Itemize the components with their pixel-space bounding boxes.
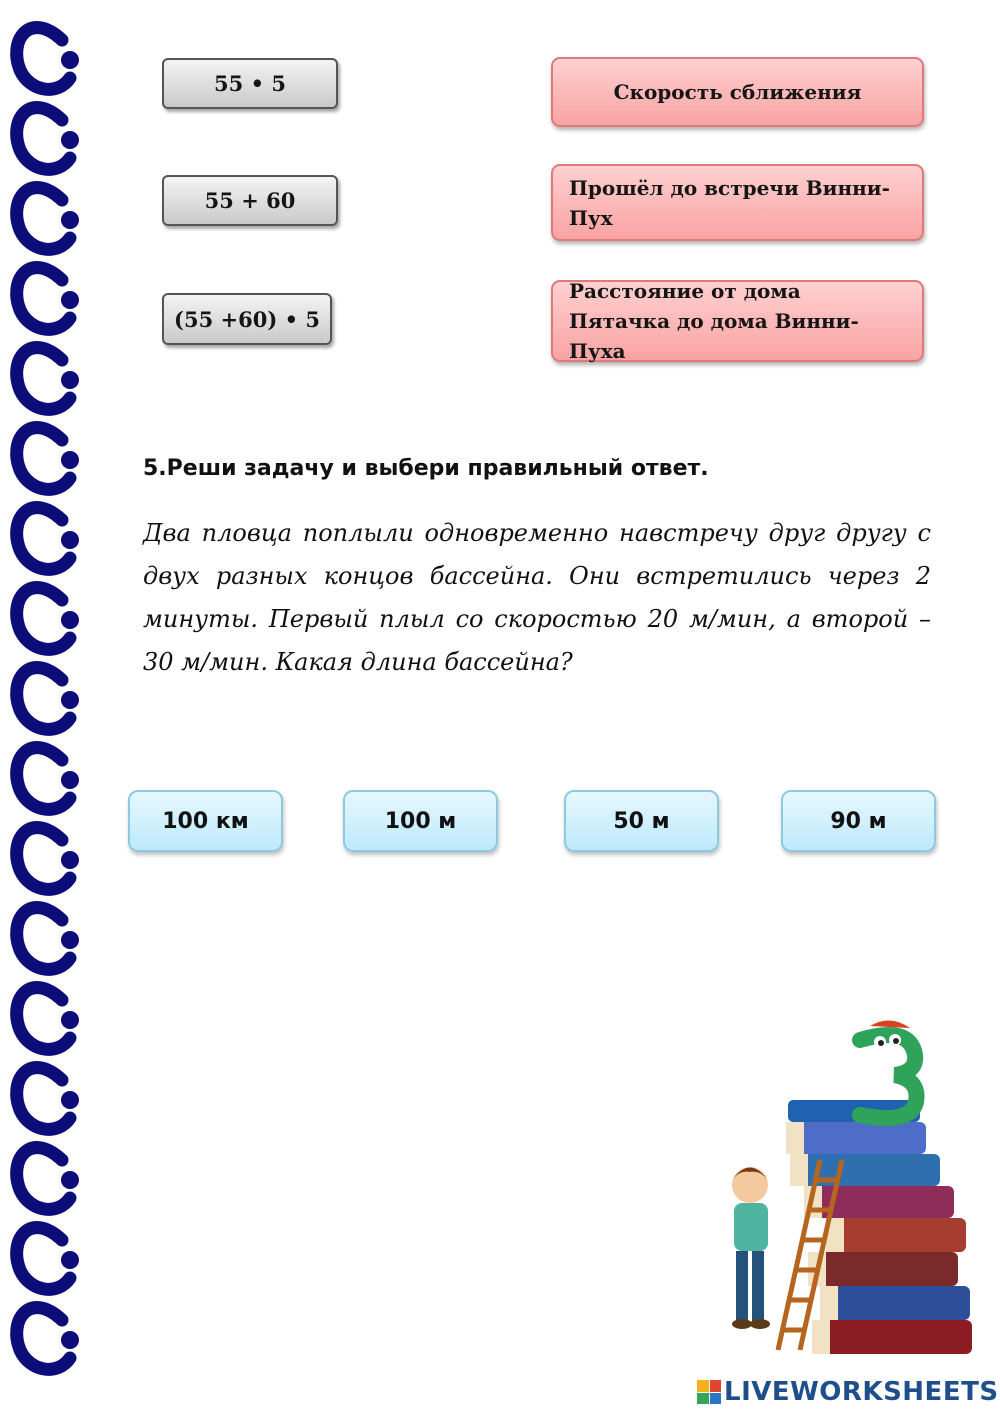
spiral-binding xyxy=(0,0,100,1413)
liveworksheets-brand xyxy=(697,1374,999,1410)
expression-box-2[interactable]: 55 + 60 xyxy=(162,175,338,226)
brand-name: LIVEWORKSHEETS xyxy=(724,1377,999,1407)
answer-option-4[interactable]: 90 м xyxy=(781,790,936,852)
expression-box-3[interactable]: (55 +60) • 5 xyxy=(162,293,332,345)
answer-option-2[interactable]: 100 м xyxy=(343,790,498,852)
answer-option-3[interactable]: 50 м xyxy=(564,790,719,852)
book-stack xyxy=(786,1100,972,1354)
answer-option-1[interactable]: 100 км xyxy=(128,790,283,852)
task-title: 5.Реши задачу и выбери правильный ответ. xyxy=(143,456,709,481)
meaning-box-2[interactable]: Прошёл до встречи Винни-Пух xyxy=(551,164,924,241)
books-illustration xyxy=(720,1020,980,1360)
liveworksheets-logo-icon xyxy=(697,1380,721,1404)
task-text: Два пловца поплыли одновременно навстречу друг другу с двух разных концов бассейна. Они встретились через 2 минуты. Первый плыл со скоростью 20 м/мин, а второй – 30 м/мин. Какая длина бассейна? xyxy=(143,519,931,676)
meaning-box-3[interactable]: Расстояние от дома Пятачка до дома Винни-Пуха xyxy=(551,280,924,362)
expression-box-1[interactable]: 55 • 5 xyxy=(162,58,338,109)
meaning-box-1[interactable]: Скорость сближения xyxy=(551,57,924,127)
boy-figure xyxy=(732,1167,770,1329)
